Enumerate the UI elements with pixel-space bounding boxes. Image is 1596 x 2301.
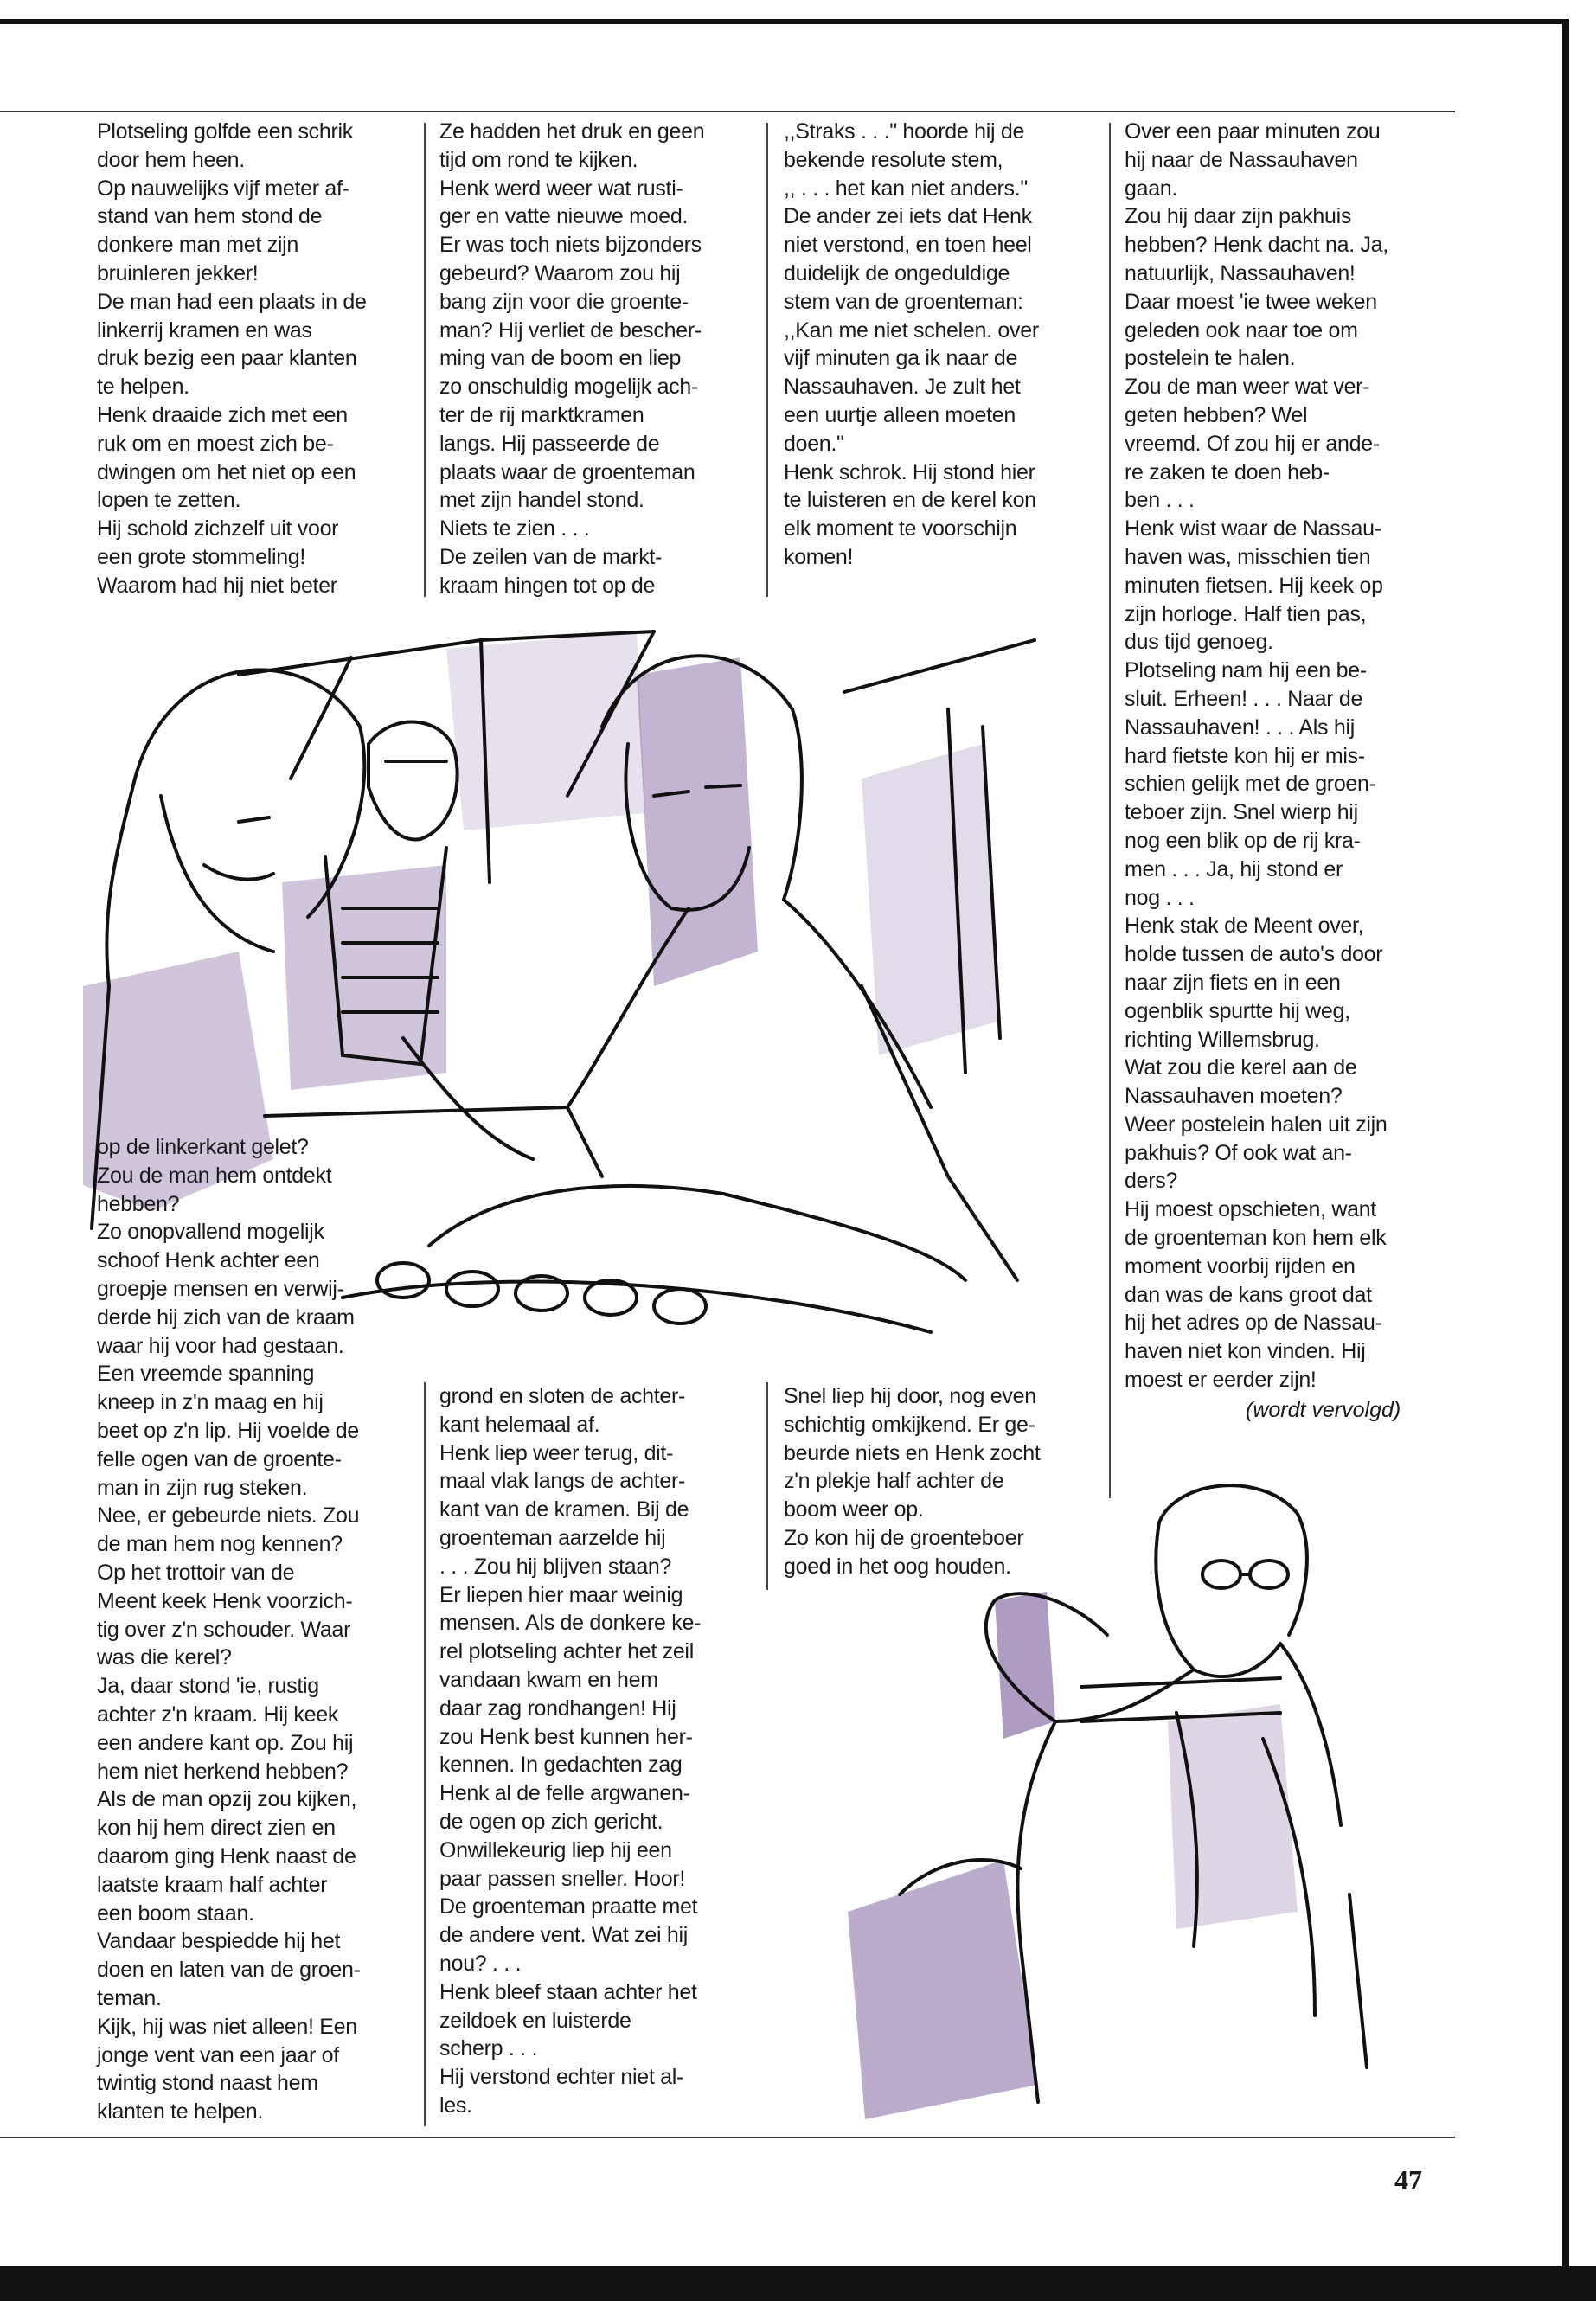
- text-line: felle ogen van de groente-: [97, 1446, 342, 1471]
- text-line: beurde niets en Henk zocht: [784, 1440, 1041, 1465]
- text-line: hij het adres op de Nassau-: [1125, 1311, 1382, 1336]
- text-line: man? Hij verliet de bescher-: [439, 317, 702, 343]
- text-line: Henk liep weer terug, dit-: [439, 1440, 674, 1465]
- text-line: men . . . Ja, hij stond er: [1125, 856, 1343, 881]
- text-line: ben . . .: [1125, 488, 1195, 513]
- text-line: met zijn handel stond.: [439, 488, 644, 513]
- text-line: Er was toch niets bijzonders: [439, 233, 702, 258]
- text-line: achter z'n kraam. Hij keek: [97, 1702, 339, 1727]
- text-line: Henk stak de Meent over,: [1125, 913, 1364, 939]
- text-line: duidelijk de ongeduldige: [784, 260, 1010, 285]
- text-line: schichtig omkijkend. Er ge-: [784, 1412, 1035, 1437]
- text-line: komen!: [784, 544, 854, 569]
- text-line: doen en laten van de groen-: [97, 1958, 361, 1983]
- page-frame-right: [1562, 19, 1569, 2282]
- text-line: De zeilen van de markt-: [439, 544, 663, 569]
- text-line: zou Henk best kunnen her-: [439, 1724, 693, 1749]
- text-line: stand van hem stond de: [97, 204, 323, 229]
- text-line: schoof Henk achter een: [97, 1248, 320, 1273]
- text-line: richting Willemsbrug.: [1125, 1027, 1320, 1052]
- text-line: haven niet kon vinden. Hij: [1125, 1339, 1366, 1364]
- text-line: vijf minuten ga ik naar de: [784, 346, 1018, 371]
- continued-note: (wordt vervolgd): [1246, 1398, 1401, 1422]
- text-line: Zou hij daar zijn pakhuis: [1125, 204, 1352, 229]
- text-line: Niets te zien . . .: [439, 516, 590, 542]
- text-line: Een vreemde spanning: [97, 1362, 315, 1387]
- text-column-4: [97, 1133, 361, 2126]
- text-line: man in zijn rug steken.: [97, 1475, 308, 1500]
- text-line: gaan.: [1125, 176, 1178, 201]
- text-line: hem niet herkend hebben?: [97, 1759, 349, 1784]
- text-line: Zo onopvallend mogelijk: [97, 1220, 324, 1245]
- text-line: zijn horloge. Half tien pas,: [1125, 601, 1367, 626]
- text-line: dus tijd genoeg.: [1125, 630, 1273, 655]
- text-line: kon hij hem direct zien en: [97, 1816, 336, 1841]
- text-line: Nee, er gebeurde niets. Zou: [97, 1503, 360, 1529]
- text-line: klanten te helpen.: [97, 2099, 263, 2125]
- text-line: Zou de man hem ontdekt: [97, 1163, 332, 1188]
- text-line: grond en sloten de achter-: [439, 1384, 686, 1408]
- text-line: hard fietste kon hij er mis-: [1125, 743, 1365, 768]
- text-line: ders?: [1125, 1169, 1178, 1194]
- text-line: hebben? Henk dacht na. Ja,: [1125, 233, 1388, 258]
- text-line: moment voorbij rijden en: [1125, 1253, 1356, 1279]
- text-line: Henk al de felle argwanen-: [439, 1781, 690, 1806]
- text-line: boom weer op.: [784, 1497, 924, 1522]
- text-line: Vandaar bespiedde hij het: [97, 1929, 341, 1954]
- text-line: schien gelijk met de groen-: [1125, 772, 1376, 797]
- text-line: Hij verstond echter niet al-: [439, 2065, 684, 2090]
- text-line: dan was de kans groot dat: [1125, 1282, 1372, 1307]
- text-line: plaats waar de groenteman: [439, 459, 695, 484]
- text-line: ter de rij marktkramen: [439, 402, 644, 427]
- text-line: geleden ook naar toe om: [1125, 317, 1358, 343]
- text-line: hebben?: [97, 1191, 180, 1216]
- text-line: daar zag rondhangen! Hij: [439, 1695, 676, 1721]
- text-line: kant helemaal af.: [439, 1412, 600, 1437]
- text-line: Nassauhaven. Je zult het: [784, 375, 1021, 400]
- text-line: linkerrij kramen en was: [97, 317, 312, 343]
- text-line: Op het trottoir van de: [97, 1560, 295, 1585]
- text-line: Henk wist waar de Nassau-: [1125, 516, 1381, 542]
- text-line: re zaken te doen heb-: [1125, 459, 1330, 484]
- text-line: scherp . . .: [439, 2036, 538, 2061]
- text-line: teman.: [97, 1985, 162, 2010]
- text-line: Zou de man weer wat ver-: [1125, 375, 1370, 400]
- text-line: groepje mensen en verwij-: [97, 1276, 344, 1301]
- text-line: druk bezig een paar klanten: [97, 346, 357, 371]
- column-divider: [766, 1382, 768, 1590]
- text-line: stem van de groenteman:: [784, 289, 1023, 314]
- text-line: Daar moest 'ie twee weken: [1125, 289, 1377, 314]
- text-line: moest er eerder zijn!: [1125, 1368, 1317, 1393]
- page-frame-bottom: [0, 2266, 1596, 2301]
- text-line: dwingen om het niet op een: [97, 459, 356, 484]
- text-line: Kijk, hij was niet alleen! Een: [97, 2014, 357, 2039]
- text-line: vreemd. Of zou hij er ande-: [1125, 431, 1380, 456]
- text-line: Ze hadden het druk en geen: [439, 119, 705, 144]
- text-line: bruinleren jekker!: [97, 260, 259, 285]
- text-line: maal vlak langs de achter-: [439, 1469, 686, 1494]
- text-column-2: [439, 118, 704, 600]
- text-line: Weer postelein halen uit zijn: [1125, 1112, 1388, 1137]
- text-line: De groenteman praatte met: [439, 1894, 698, 1920]
- text-line: hij naar de Nassauhaven: [1125, 147, 1358, 172]
- text-line: pakhuis? Of ook wat an-: [1125, 1140, 1352, 1165]
- text-line: ming van de boom en liep: [439, 346, 682, 371]
- text-line: Op nauwelijks vijf meter af-: [97, 176, 349, 201]
- text-line: ogenblik spurtte hij weg,: [1125, 998, 1350, 1023]
- text-line: bang zijn voor die groente-: [439, 289, 689, 314]
- text-line: de ogen op zich gericht.: [439, 1809, 663, 1834]
- text-line: nog . . .: [1125, 885, 1195, 910]
- text-line: teboer zijn. Snel wierp hij: [1125, 800, 1358, 825]
- text-line: waar hij voor had gestaan.: [97, 1333, 344, 1358]
- text-line: tig over z'n schouder. Waar: [97, 1617, 351, 1642]
- text-line: een uurtje alleen moeten: [784, 402, 1016, 427]
- text-line: Plotseling golfde een schrik: [97, 119, 353, 144]
- footer-rule: [0, 2137, 1455, 2138]
- text-line: Er liepen hier maar weinig: [439, 1582, 683, 1607]
- text-line: langs. Hij passeerde de: [439, 431, 660, 456]
- text-line: zeildoek en luisterde: [439, 2008, 631, 2033]
- text-column-1: [97, 118, 367, 600]
- text-line: z'n plekje half achter de: [784, 1469, 1004, 1494]
- text-line: derde hij zich van de kraam: [97, 1304, 355, 1330]
- text-line: Henk draaide zich met een: [97, 402, 348, 427]
- text-line: Plotseling nam hij een be-: [1125, 658, 1367, 683]
- text-column-right: [1125, 118, 1388, 1394]
- text-line: donkere man met zijn: [97, 233, 299, 258]
- text-line: ,,Kan me niet schelen. over: [784, 317, 1039, 343]
- text-line: groenteman aarzelde hij: [439, 1525, 666, 1550]
- text-line: Hij schold zichzelf uit voor: [97, 516, 339, 542]
- text-line: de groenteman kon hem elk: [1125, 1226, 1387, 1251]
- text-line: vandaan kwam en hem: [439, 1667, 658, 1692]
- illustration-wash: [848, 1592, 1298, 2119]
- text-column-6: [784, 1382, 1041, 1581]
- text-line: zo onschuldig mogelijk ach-: [439, 375, 699, 400]
- text-line: was die kerel?: [97, 1645, 232, 1670]
- page-frame-top: [0, 19, 1567, 24]
- text-line: de andere vent. Wat zei hij: [439, 1923, 688, 1948]
- column-divider: [424, 1382, 426, 2126]
- text-line: twintig stond naast hem: [97, 2071, 318, 2096]
- text-line: Zo kon hij de groenteboer: [784, 1525, 1024, 1550]
- text-line: Over een paar minuten zou: [1125, 119, 1381, 144]
- text-line: niet verstond, en toen heel: [784, 233, 1032, 258]
- text-line: Ja, daar stond 'ie, rustig: [97, 1674, 319, 1699]
- text-line: De man had een plaats in de: [97, 289, 367, 314]
- text-line: postelein te halen.: [1125, 346, 1296, 371]
- text-line: les.: [439, 2093, 472, 2118]
- text-line: De ander zei iets dat Henk: [784, 204, 1032, 229]
- text-line: nog een blik op de rij kra-: [1125, 828, 1361, 853]
- text-line: lopen te zetten.: [97, 488, 241, 513]
- text-line: elk moment te voorschijn: [784, 516, 1017, 542]
- text-line: haven was, misschien tien: [1125, 544, 1371, 569]
- text-line: gebeurd? Waarom zou hij: [439, 260, 681, 285]
- text-line: bekende resolute stem,: [784, 147, 1003, 172]
- text-line: minuten fietsen. Hij keek op: [1125, 573, 1383, 598]
- text-line: doen.": [784, 431, 844, 456]
- text-line: de man hem nog kennen?: [97, 1532, 343, 1557]
- text-line: natuurlijk, Nassauhaven!: [1125, 260, 1356, 285]
- text-line: Snel liep hij door, nog even: [784, 1384, 1036, 1408]
- text-line: daarom ging Henk naast de: [97, 1843, 356, 1868]
- text-line: laatste kraam half achter: [97, 1872, 328, 1897]
- text-line: Als de man opzij zou kijken,: [97, 1787, 357, 1812]
- text-line: Henk schrok. Hij stond hier: [784, 459, 1035, 484]
- text-line: naar zijn fiets en in een: [1125, 970, 1341, 995]
- text-line: Meent keek Henk voorzich-: [97, 1588, 353, 1613]
- column-divider: [424, 123, 426, 597]
- text-line: goed in het oog houden.: [784, 1554, 1011, 1579]
- text-line: ,,Straks . . ." hoorde hij de: [784, 119, 1025, 144]
- text-column-3: [784, 118, 1039, 572]
- text-line: een boom staan.: [97, 1900, 254, 1926]
- text-line: kant van de kramen. Bij de: [439, 1497, 689, 1522]
- text-line: nou? . . .: [439, 1951, 522, 1976]
- text-line: kneep in z'n maag en hij: [97, 1390, 324, 1415]
- text-line: jonge vent van een jaar of: [97, 2042, 339, 2067]
- text-line: kraam hingen tot op de: [439, 573, 656, 598]
- text-line: te luisteren en de kerel kon: [784, 488, 1036, 513]
- column-divider: [1109, 123, 1111, 1498]
- text-line: door hem heen.: [97, 147, 245, 172]
- text-line: beet op z'n lip. Hij voelde de: [97, 1418, 359, 1443]
- text-line: Wat zou die kerel aan de: [1125, 1055, 1357, 1080]
- text-line: paar passen sneller. Hoor!: [439, 1866, 686, 1891]
- text-line: Nassauhaven moeten?: [1125, 1084, 1343, 1109]
- text-line: Onwillekeurig liep hij een: [439, 1837, 672, 1862]
- text-line: . . . Zou hij blijven staan?: [439, 1554, 672, 1579]
- text-line: een grote stommeling!: [97, 544, 306, 569]
- text-line: een andere kant op. Zou hij: [97, 1730, 354, 1755]
- text-line: te helpen.: [97, 375, 189, 400]
- text-line: holde tussen de auto's door: [1125, 942, 1383, 967]
- text-line: tijd om rond te kijken.: [439, 147, 638, 172]
- text-line: op de linkerkant gelet?: [97, 1135, 309, 1159]
- text-line: rel plotseling achter het zeil: [439, 1639, 694, 1664]
- text-line: Nassauhaven! . . . Als hij: [1125, 715, 1355, 740]
- header-rule: [0, 111, 1455, 112]
- page-number: 47: [1394, 2164, 1422, 2195]
- text-line: Waarom had hij niet beter: [97, 573, 337, 598]
- text-line: mensen. Als de donkere ke-: [439, 1611, 702, 1636]
- text-line: kennen. In gedachten zag: [439, 1753, 683, 1778]
- text-line: sluit. Erheen! . . . Naar de: [1125, 686, 1363, 711]
- text-line: ger en vatte nieuwe moed.: [439, 204, 689, 229]
- text-line: ,, . . . het kan niet anders.": [784, 176, 1028, 201]
- text-line: Henk werd weer wat rusti-: [439, 176, 683, 201]
- text-column-5: [439, 1382, 701, 2120]
- column-divider: [766, 123, 768, 597]
- text-line: Hij moest opschieten, want: [1125, 1197, 1376, 1222]
- text-line: ruk om en moest zich be-: [97, 431, 334, 456]
- text-line: Henk bleef staan achter het: [439, 1979, 697, 2004]
- text-line: geten hebben? Wel: [1125, 402, 1308, 427]
